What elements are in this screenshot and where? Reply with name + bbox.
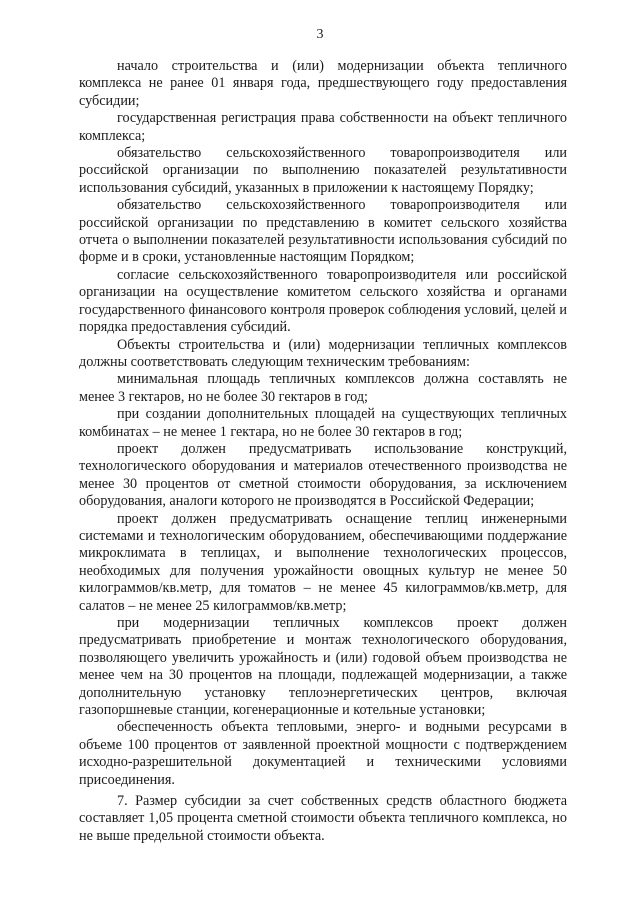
subsidy-amount-clause: 7. Размер субсидии за счет собственных средств областного бюджета составляет 1,05 процента сметной стоимости объекта тепличного комплекса, но не выше предельной стоимости объекта. — [79, 793, 567, 844]
condition-audit-consent: согласие сельскохозяйственного товаропроизводителя или российской организации на осуществление комитетом сельского хозяйства и органами государственного финансового контроля проверок соблюдения условий, целей и порядка предоставления субсидий. — [79, 266, 567, 336]
page-number: 3 — [316, 27, 324, 42]
condition-state-registration: государственная регистрация права собственности на объект тепличного комплекса; — [79, 110, 567, 144]
condition-construction-start: начало строительства и (или) модернизации объекта тепличного комплекса не ранее 01 января года, предшествующего году предоставления субсидии; — [79, 58, 567, 109]
technical-requirements-intro: Объекты строительства и (или) модернизации тепличных комплексов должны соответствовать следующим техническим требованиям: — [79, 336, 567, 370]
document-body — [79, 58, 567, 845]
requirement-engineering-systems: проект должен предусматривать оснащение теплиц инженерными системами и технологическим оборудованием, обеспечивающими поддержание микроклимата в теплицах, и выполнение технологических процессов, необходимых для получения урожайности овощных культур не менее 50 килограммов/кв.метр, для томатов – не менее 45 килограммов/кв.метр, для салатов – не менее 25 килограммов/кв.метр; — [79, 510, 567, 614]
condition-reporting-obligation: обязательство сельскохозяйственного товаропроизводителя или российской организации по представлению в комитет сельского хозяйства отчета о выполнении показателей результативности использования субсидий по форме и в сроки, установленные настоящим Порядком; — [79, 197, 567, 266]
requirement-resource-supply: обеспеченность объекта тепловыми, энерго- и водными ресурсами в объеме 100 процентов от заявленной проектной мощности с подтверждением исходно-разрешительной документацией и техническими условиями присоединения. — [79, 719, 567, 788]
requirement-modernization: при модернизации тепличных комплексов проект должен предусматривать приобретение и монтаж технологического оборудования, позволяющего увеличить урожайность и (или) годовой объем производства не менее чем на 30 процентов на площади, подлежащей модернизации, а также дополнительную установку теплоэнергетических центров, включая газопоршневые станции, когенерационные и котельные установки; — [79, 615, 567, 719]
requirement-minimum-area: минимальная площадь тепличных комплексов должна составлять не менее 3 гектаров, но не более 30 гектаров в год; — [79, 371, 567, 405]
requirement-domestic-materials: проект должен предусматривать использование конструкций, технологического оборудования и материалов отечественного производства не менее 30 процентов от сметной стоимости оборудования, за исключением оборудования, аналоги которого не производятся в Российской Федерации; — [79, 440, 567, 510]
requirement-additional-area: при создании дополнительных площадей на существующих тепличных комбинатах – не менее 1 гектара, но не более 30 гектаров в год; — [79, 406, 567, 440]
condition-performance-obligation: обязательство сельскохозяйственного товаропроизводителя или российской организации по выполнению показателей результативности использования субсидий, указанных в приложении к настоящему Порядку; — [79, 145, 567, 196]
